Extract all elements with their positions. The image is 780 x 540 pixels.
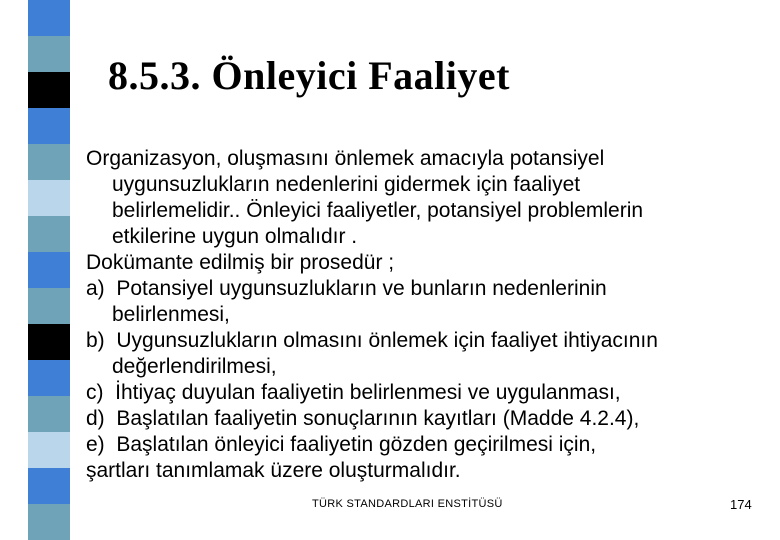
list-item-text: belirlenmesi, <box>112 303 230 326</box>
strip-square <box>28 360 70 396</box>
strip-square <box>28 432 70 468</box>
slide-body <box>86 146 762 484</box>
intro-line: uygunsuzlukların nedenlerini gidermek için faaliyet <box>112 173 581 196</box>
strip-square <box>28 396 70 432</box>
list-item <box>86 380 762 406</box>
strip-square <box>28 72 70 108</box>
strip-square <box>28 144 70 180</box>
list-item-label: b) <box>86 329 105 352</box>
list-item-label: e) <box>86 433 105 456</box>
list-item-text: Başlatılan faaliyetin sonuçlarının kayıtları (Madde 4.2.4), <box>116 407 640 430</box>
strip-square <box>28 468 70 504</box>
list-item <box>86 276 762 328</box>
list-item-label: c) <box>86 381 104 404</box>
list-item <box>86 406 762 432</box>
intro-paragraph <box>86 146 762 250</box>
list-item <box>86 432 762 458</box>
strip-square <box>28 324 70 360</box>
page-number: 174 <box>730 497 752 512</box>
list-item-label: a) <box>86 277 105 300</box>
intro-line: belirlemelidir.. Önleyici faaliyetler, potansiyel problemlerin <box>112 199 644 222</box>
closing-line: şartları tanımlamak üzere oluşturmalıdır. <box>86 459 461 482</box>
strip-square <box>28 180 70 216</box>
slide-title: 8.5.3. Önleyici Faaliyet <box>108 53 510 98</box>
list-item-text: Potansiyel uygunsuzlukların ve bunların nedenlerinin <box>116 277 607 300</box>
footer-organization: TÜRK STANDARDLARI ENSTİTÜSÜ <box>312 498 503 510</box>
list-item-text: Başlatılan önleyici faaliyetin gözden geçirilmesi için, <box>116 433 597 456</box>
list-item-text: değerlendirilmesi, <box>112 355 277 378</box>
intro-line: etkilerine uygun olmalıdır . <box>112 225 358 248</box>
strip-square <box>28 0 70 36</box>
list-item-label: d) <box>86 407 105 430</box>
list-item <box>86 328 762 380</box>
procedure-heading: Dokümante edilmiş bir prosedür ; <box>86 251 395 274</box>
strip-square <box>28 36 70 72</box>
strip-square <box>28 108 70 144</box>
strip-square <box>28 252 70 288</box>
strip-square <box>28 288 70 324</box>
strip-square <box>28 504 70 540</box>
decorative-square-strip <box>28 0 70 540</box>
list-item-text: İhtiyaç duyulan faaliyetin belirlenmesi ve uygulanması, <box>115 381 621 404</box>
strip-square <box>28 216 70 252</box>
intro-line: Organizasyon, oluşmasını önlemek amacıyla potansiyel <box>86 147 605 170</box>
list-item-text: Uygunsuzlukların olmasını önlemek için faaliyet ihtiyacının <box>116 329 658 352</box>
